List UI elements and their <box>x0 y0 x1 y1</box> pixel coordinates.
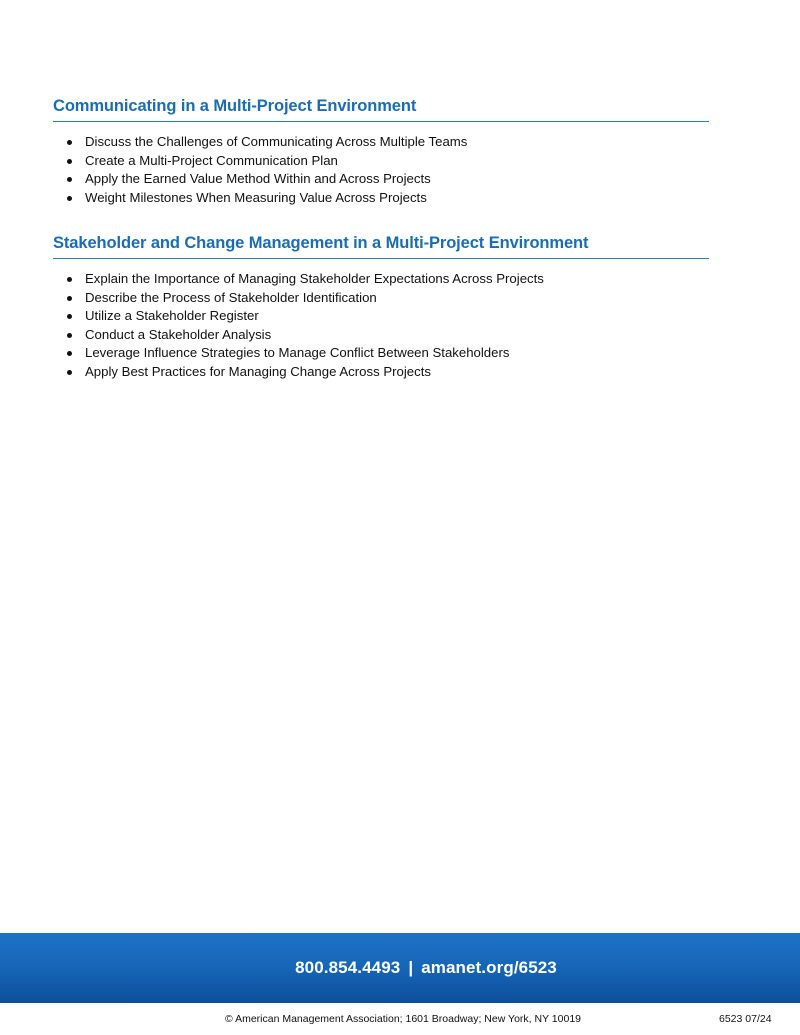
list-item <box>53 152 709 171</box>
bullet-icon <box>67 333 72 338</box>
list-item-text: Apply the Earned Value Method Within and Across Projects <box>85 171 431 187</box>
list-item-text: Conduct a Stakeholder Analysis <box>85 326 272 342</box>
list-item-text: Weight Milestones When Measuring Value Across Projects <box>85 189 427 205</box>
copyright-notice: © American Management Association; 1601 Broadway; New York, NY 10019 <box>225 1013 582 1025</box>
list-item <box>53 307 709 326</box>
footer-separator: | <box>408 958 414 977</box>
bullet-icon <box>67 296 72 301</box>
section-communicating <box>53 96 709 207</box>
list-item-text: Apply Best Practices for Managing Change Across Projects <box>85 363 431 379</box>
section-stakeholder <box>53 233 709 382</box>
bullet-list <box>53 270 709 382</box>
website-link[interactable]: amanet.org/6523 <box>421 958 557 977</box>
list-item <box>53 363 709 382</box>
list-item-text: Explain the Importance of Managing Stakeholder Expectations Across Projects <box>85 271 544 286</box>
bullet-icon <box>67 196 72 201</box>
list-item <box>53 133 709 152</box>
list-item-text: Leverage Influence Strategies to Manage Conflict Between Stakeholders <box>85 345 510 361</box>
list-item <box>53 289 709 308</box>
list-item <box>53 326 709 345</box>
document-code: 6523 07/24 <box>719 1013 772 1025</box>
bullet-icon <box>67 277 72 282</box>
list-item <box>53 189 709 208</box>
list-item-text: Utilize a Stakeholder Register <box>85 308 259 324</box>
list-item-text: Discuss the Challenges of Communicating Across Multiple Teams <box>85 134 468 149</box>
bullet-icon <box>67 370 72 375</box>
footer-contact-band <box>0 933 800 1003</box>
bullet-icon <box>67 159 72 164</box>
bullet-list <box>53 133 709 207</box>
section-heading: Communicating in a Multi-Project Environment <box>53 96 709 122</box>
list-item-text: Describe the Process of Stakeholder Identification <box>85 289 377 305</box>
list-item <box>53 170 709 189</box>
bullet-icon <box>67 177 72 182</box>
footer-contact <box>243 958 557 978</box>
list-item <box>53 270 709 289</box>
list-item <box>53 344 709 363</box>
section-heading: Stakeholder and Change Management in a Multi-Project Environment <box>53 233 709 259</box>
bullet-icon <box>67 140 72 145</box>
bullet-icon <box>67 314 72 319</box>
bullet-icon <box>67 351 72 356</box>
phone-number[interactable]: 800.854.4493 <box>295 958 401 977</box>
list-item-text: Create a Multi-Project Communication Plan <box>85 152 338 168</box>
